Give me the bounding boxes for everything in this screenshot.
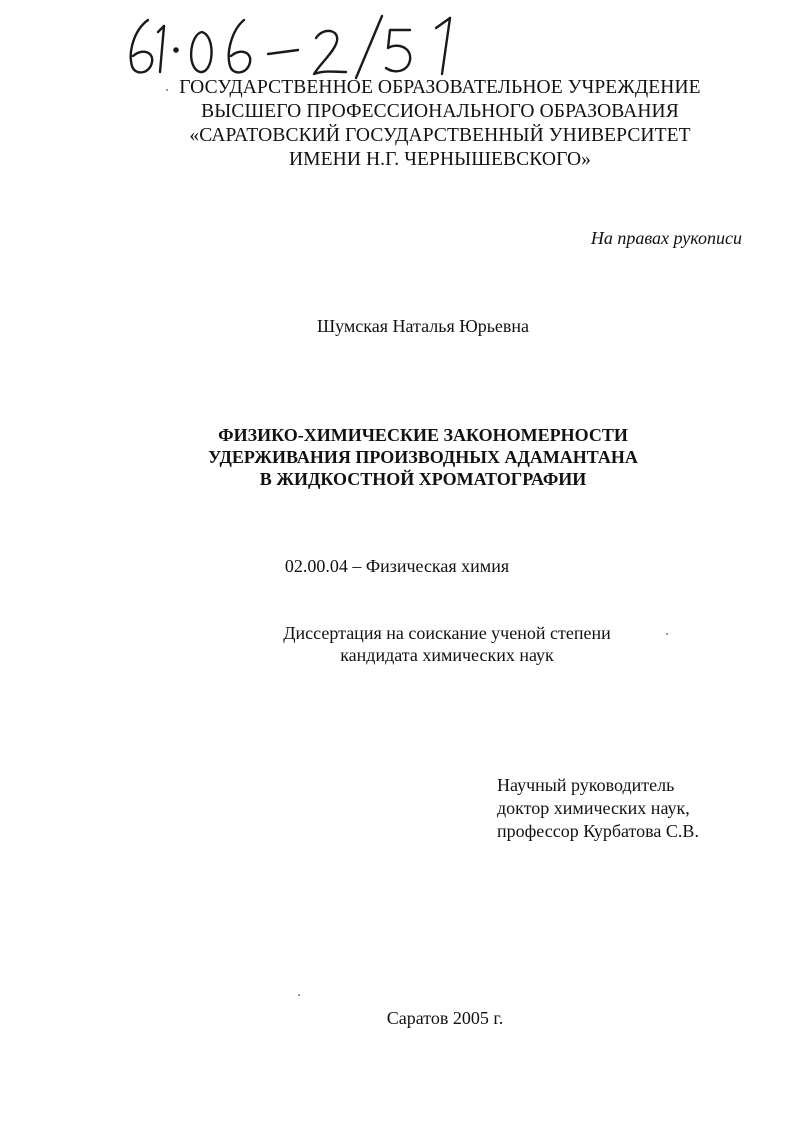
scan-speck bbox=[298, 994, 300, 996]
handwritten-code-drawing bbox=[120, 12, 480, 80]
degree-statement bbox=[0, 622, 794, 666]
institution-line-1: ГОСУДАРСТВЕННОЕ ОБРАЗОВАТЕЛЬНОЕ УЧРЕЖДЕНИЕ bbox=[179, 77, 701, 98]
degree-line-1: Диссертация на соискание ученой степени bbox=[283, 623, 611, 643]
scientific-advisor bbox=[497, 774, 699, 843]
institution-line-3: «САРАТОВСКИЙ ГОСУДАРСТВЕННЫЙ УНИВЕРСИТЕТ bbox=[189, 125, 691, 146]
scan-speck bbox=[666, 633, 668, 635]
institution-line-2: ВЫСШЕГО ПРОФЕССИОНАЛЬНОГО ОБРАЗОВАНИЯ bbox=[201, 101, 679, 122]
title-line-2: УДЕРЖИВАНИЯ ПРОИЗВОДНЫХ АДАМАНТАНА bbox=[208, 447, 638, 467]
author-name: Шумская Наталья Юрьевна bbox=[316, 316, 530, 336]
dissertation-title bbox=[0, 424, 794, 490]
city-and-year: Саратов 2005 г. bbox=[386, 1008, 504, 1028]
degree-line-2: кандидата химических наук bbox=[340, 645, 554, 665]
advisor-line-3: профессор Курбатова С.В. bbox=[497, 821, 699, 841]
title-line-1: ФИЗИКО-ХИМИЧЕСКИЕ ЗАКОНОМЕРНОСТИ bbox=[218, 425, 628, 445]
institution-name bbox=[160, 76, 720, 172]
title-line-3: В ЖИДКОСТНОЙ ХРОМАТОГРАФИИ bbox=[259, 469, 587, 489]
advisor-line-1: Научный руководитель bbox=[497, 775, 675, 795]
scan-speck bbox=[166, 89, 168, 91]
advisor-line-2: доктор химических наук, bbox=[497, 798, 690, 818]
manuscript-rights-note: На правах рукописи bbox=[590, 228, 742, 248]
specialty-code: 02.00.04 – Физическая химия bbox=[284, 556, 510, 576]
handwritten-registration-code bbox=[120, 12, 480, 80]
institution-line-4: ИМЕНИ Н.Г. ЧЕРНЫШЕВСКОГО» bbox=[289, 149, 591, 170]
